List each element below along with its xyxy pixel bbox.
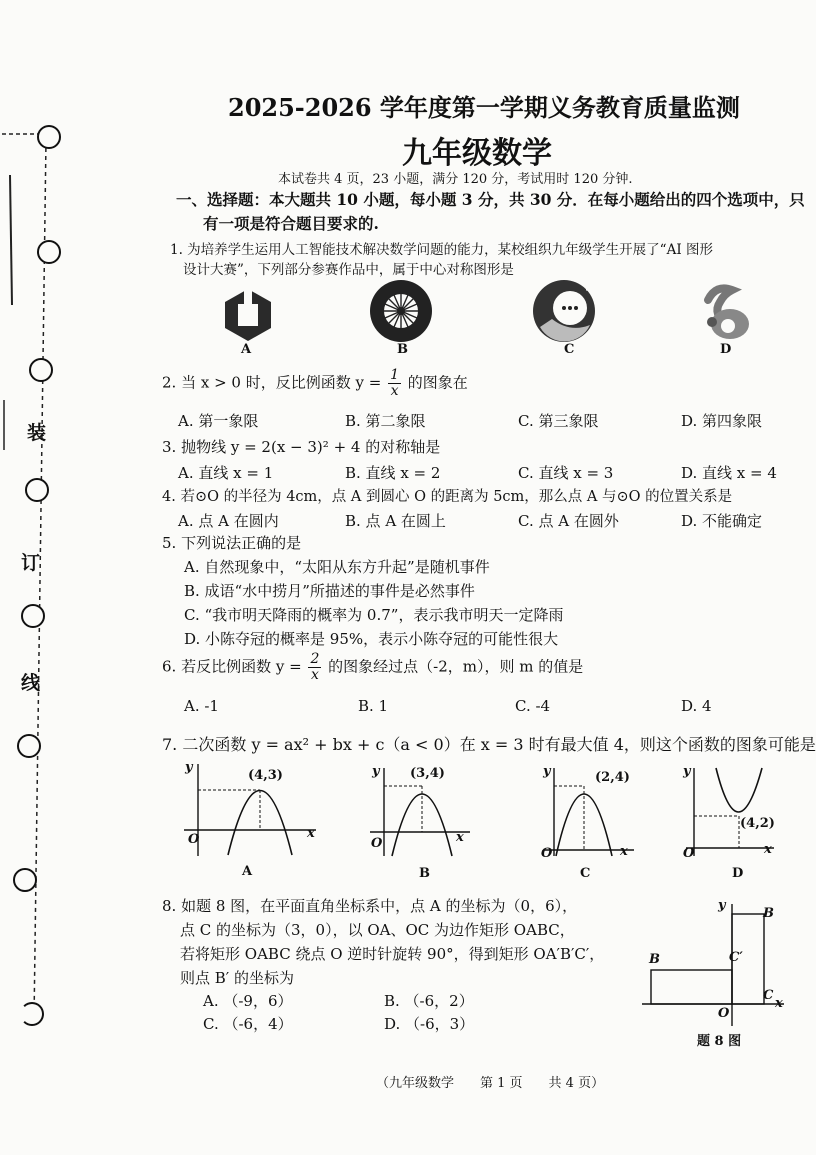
- binding-char-zhuang: 装: [27, 422, 47, 444]
- q8-stem-3: 若将矩形 OABC 绕点 O 逆时针旋转 90°，得到矩形 OA′B′C′，: [180, 945, 605, 963]
- q7-b-vertex: (3,4): [410, 766, 445, 781]
- binding-ring: [20, 1002, 44, 1026]
- binding-ring: [37, 125, 61, 149]
- q8-stem-2: 点 C 的坐标为（3，0），以 OA、OC 为边作矩形 OABC，: [180, 921, 575, 939]
- q7-stem: 7. 二次函数 y = ax² + bx + c（a < 0）在 x = 3 时有最大值 4，则这个函数的图象可能是: [162, 735, 816, 754]
- q2-stem: [162, 368, 468, 399]
- q7-d-label: D: [732, 866, 744, 881]
- binding-char-xian: 线: [21, 672, 41, 694]
- binding-char-ding: 订: [21, 552, 41, 574]
- q5-option-a: A. 自然现象中，“太阳从东方升起”是随机事件: [184, 558, 490, 576]
- q7-c-x: x: [620, 844, 628, 859]
- q2-option-d: D. 第四象限: [681, 412, 763, 430]
- q7-d-y: y: [683, 764, 691, 779]
- q1-stem: 1. 为培养学生运用人工智能技术解决数学问题的能力，某校组织九年级学生开展了“AI 图形: [170, 242, 713, 258]
- q1-figure-c: [530, 275, 602, 345]
- q3-stem: 3. 抛物线 y = 2(x − 3)² + 4 的对称轴是: [162, 438, 441, 456]
- q8-fig-y: y: [718, 898, 726, 913]
- q5-stem: 5. 下列说法正确的是: [162, 534, 302, 552]
- q2-stem-post: 的图象在: [407, 373, 468, 392]
- q7-a-label: A: [242, 864, 253, 879]
- q7-d-vertex: (4,2): [740, 816, 775, 831]
- q4-option-c: C. 点 A 在圆外: [518, 512, 619, 530]
- q7-c-label: C: [580, 866, 591, 881]
- q1-figure-d: [694, 280, 754, 346]
- q8-fig-o: O: [718, 1006, 730, 1021]
- q6-stem: [162, 652, 583, 683]
- q4-option-b: B. 点 A 在圆上: [345, 512, 446, 530]
- q7-c-y: y: [543, 764, 551, 779]
- q2-frac-num: 1: [390, 367, 400, 383]
- q6-frac-num: 2: [310, 651, 320, 667]
- q4-option-a: A. 点 A 在圆内: [178, 512, 279, 530]
- q6-stem-pre: 6. 若反比例函数 y =: [162, 657, 302, 676]
- q2-option-c: C. 第三象限: [518, 412, 599, 430]
- subject-title: 九年级数学: [402, 136, 552, 171]
- q8-fig-c: C: [763, 988, 774, 1003]
- q8-fig-b-left: B: [649, 952, 660, 967]
- exam-title: 2025-2026 学年度第一学期义务教育质量监测: [228, 93, 740, 122]
- q7-c-o: O: [541, 846, 553, 861]
- q7-a-x: x: [307, 826, 315, 841]
- q1-label-c: C: [564, 342, 575, 357]
- q8-stem-1: 8. 如题 8 图，在平面直角坐标系中，点 A 的坐标为（0，6），: [162, 897, 578, 915]
- q5-option-c: C. “我市明天降雨的概率为 0.7”，表示我市明天一定降雨: [184, 606, 564, 624]
- q7-a-vertex: (4,3): [248, 768, 283, 783]
- q6-option-b: B. 1: [358, 697, 389, 715]
- q6-option-d: D. 4: [681, 697, 712, 715]
- q8-option-a: A. （-9，6）: [203, 992, 293, 1010]
- q8-option-b: B. （-6，2）: [384, 992, 474, 1010]
- q6-option-a: A. -1: [184, 697, 219, 715]
- q1-stem-2: 设计大赛”，下列部分参赛作品中，属于中心对称图形是: [183, 262, 514, 278]
- q8-fig-x: x: [775, 996, 783, 1011]
- q1-label-a: A: [241, 342, 252, 357]
- q5-option-d: D. 小陈夺冠的概率是 95%，表示小陈夺冠的可能性很大: [184, 630, 559, 648]
- q8-stem-4: 则点 B′ 的坐标为: [180, 969, 294, 987]
- q3-option-b: B. 直线 x = 2: [345, 464, 441, 482]
- binding-ring: [21, 604, 45, 628]
- section1-heading-2: 有一项是符合题目要求的.: [203, 214, 379, 233]
- q8-fig-c-prime: C′: [729, 950, 743, 965]
- q4-option-d: D. 不能确定: [681, 512, 763, 530]
- binding-ring: [29, 358, 53, 382]
- binding-ring: [17, 734, 41, 758]
- q8-option-d: D. （-6，3）: [384, 1015, 475, 1033]
- q1-label-b: B: [397, 342, 408, 357]
- q2-frac-den: x: [390, 383, 399, 399]
- q8-fig-b-top: B: [763, 906, 774, 921]
- q7-c-vertex: (2,4): [595, 770, 630, 785]
- q8-figure-caption: 题 8 图: [697, 1034, 742, 1049]
- binding-ring: [25, 478, 49, 502]
- binding-ring: [37, 240, 61, 264]
- q7-a-o: O: [188, 832, 200, 847]
- q1-figure-b: [368, 278, 434, 344]
- q6-option-c: C. -4: [515, 697, 551, 715]
- q7-d-x: x: [764, 842, 772, 857]
- q3-option-a: A. 直线 x = 1: [178, 464, 274, 482]
- q2-stem-pre: 2. 当 x > 0 时，反比例函数 y =: [162, 373, 382, 392]
- q3-option-c: C. 直线 x = 3: [518, 464, 614, 482]
- q7-b-o: O: [371, 836, 383, 851]
- q7-b-label: B: [419, 866, 430, 881]
- q5-option-b: B. 成语“水中捞月”所描述的事件是必然事件: [184, 582, 475, 600]
- q7-a-y: y: [185, 760, 193, 775]
- section1-heading: 一、选择题：本大题共 10 小题，每小题 3 分，共 30 分．在每小题给出的四个选项中，只: [176, 190, 805, 209]
- page-footer: （九年级数学 第 1 页 共 4 页）: [376, 1076, 605, 1091]
- q7-d-o: O: [683, 846, 695, 861]
- q1-label-d: D: [720, 342, 732, 357]
- exam-info: 本试卷共 4 页，23 小题，满分 120 分，考试用时 120 分钟.: [278, 172, 633, 187]
- binding-ring: [13, 868, 37, 892]
- q7-b-x: x: [456, 830, 464, 845]
- q2-option-a: A. 第一象限: [178, 412, 259, 430]
- q8-option-c: C. （-6，4）: [203, 1015, 293, 1033]
- q7-b-y: y: [372, 764, 380, 779]
- q6-frac-den: x: [310, 667, 319, 683]
- q2-option-b: B. 第二象限: [345, 412, 426, 430]
- q6-stem-post: 的图象经过点（-2，m），则 m 的值是: [328, 657, 584, 676]
- q4-stem: 4. 若⊙O 的半径为 4cm，点 A 到圆心 O 的距离为 5cm，那么点 A 与⊙O 的位置关系是: [162, 489, 733, 505]
- q3-option-d: D. 直线 x = 4: [681, 464, 777, 482]
- q2-fraction: [388, 368, 401, 399]
- q1-figure-a: [218, 285, 278, 345]
- q6-fraction: [308, 652, 321, 683]
